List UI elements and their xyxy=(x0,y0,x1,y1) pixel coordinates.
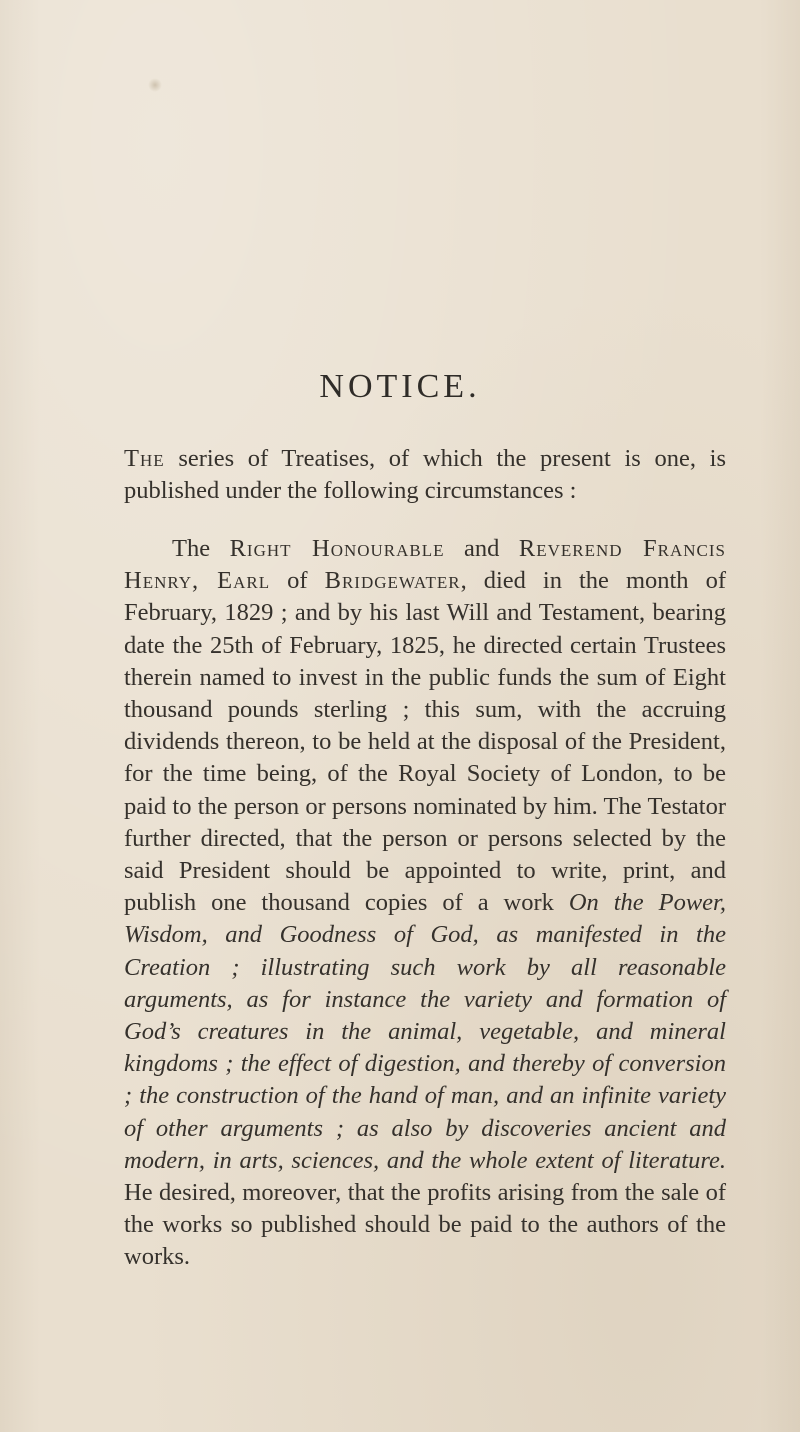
body-smallcaps-3: Bridgewater xyxy=(324,567,461,595)
body-text-3: of xyxy=(270,567,325,595)
page-title: NOTICE. xyxy=(319,368,481,405)
intro-lead: The xyxy=(124,445,165,472)
paper-stain xyxy=(148,78,162,92)
body-text-2: and xyxy=(444,535,519,562)
body-smallcaps-2: Reverend Francis Henry, Earl xyxy=(124,535,726,595)
intro-paragraph xyxy=(124,443,726,507)
intro-text: series of Treatises, of which the present is one, is published under the following circumstances : xyxy=(124,445,726,505)
body-text-4: , died in the month of February, 1829 ; and by his last Will and Testament, bearing date the 25th of February, 1825, he directed certain Trustees therein named to invest in the public funds the sum of Eight thousand pounds sterling ; this sum, with the accruing dividends thereon, to be held at the disposal of the President, for the time being, of the Royal Society of London, to be paid to the person or persons nominated by him. The Testator further directed, that the person or persons selected by the said President should be appointed to write, print, and publish one thousand copies of a work xyxy=(124,567,726,917)
body-smallcaps-1: Right Honourable xyxy=(229,535,445,562)
body-text-1: The xyxy=(172,535,230,562)
body-text-5: He desired, moreover, that the profits arising from the sale of the works so published should be paid to the authors of the works. xyxy=(124,1179,726,1271)
body-italic-work-title: On the Power, Wisdom, and Goodness of God, as manifested in the Creation ; illustrating such work by all reasonable arguments, as for instance the variety and formation of God’s creatures in the animal, vegetable, and mineral kingdoms ; the effect of digestion, and thereby of conversion ; the construction of the hand of man, and an infinite variety of other arguments ; as also by discoveries ancient and modern, in arts, sciences, and the whole extent of literature. xyxy=(124,889,727,1174)
body-paragraph xyxy=(124,533,726,1274)
